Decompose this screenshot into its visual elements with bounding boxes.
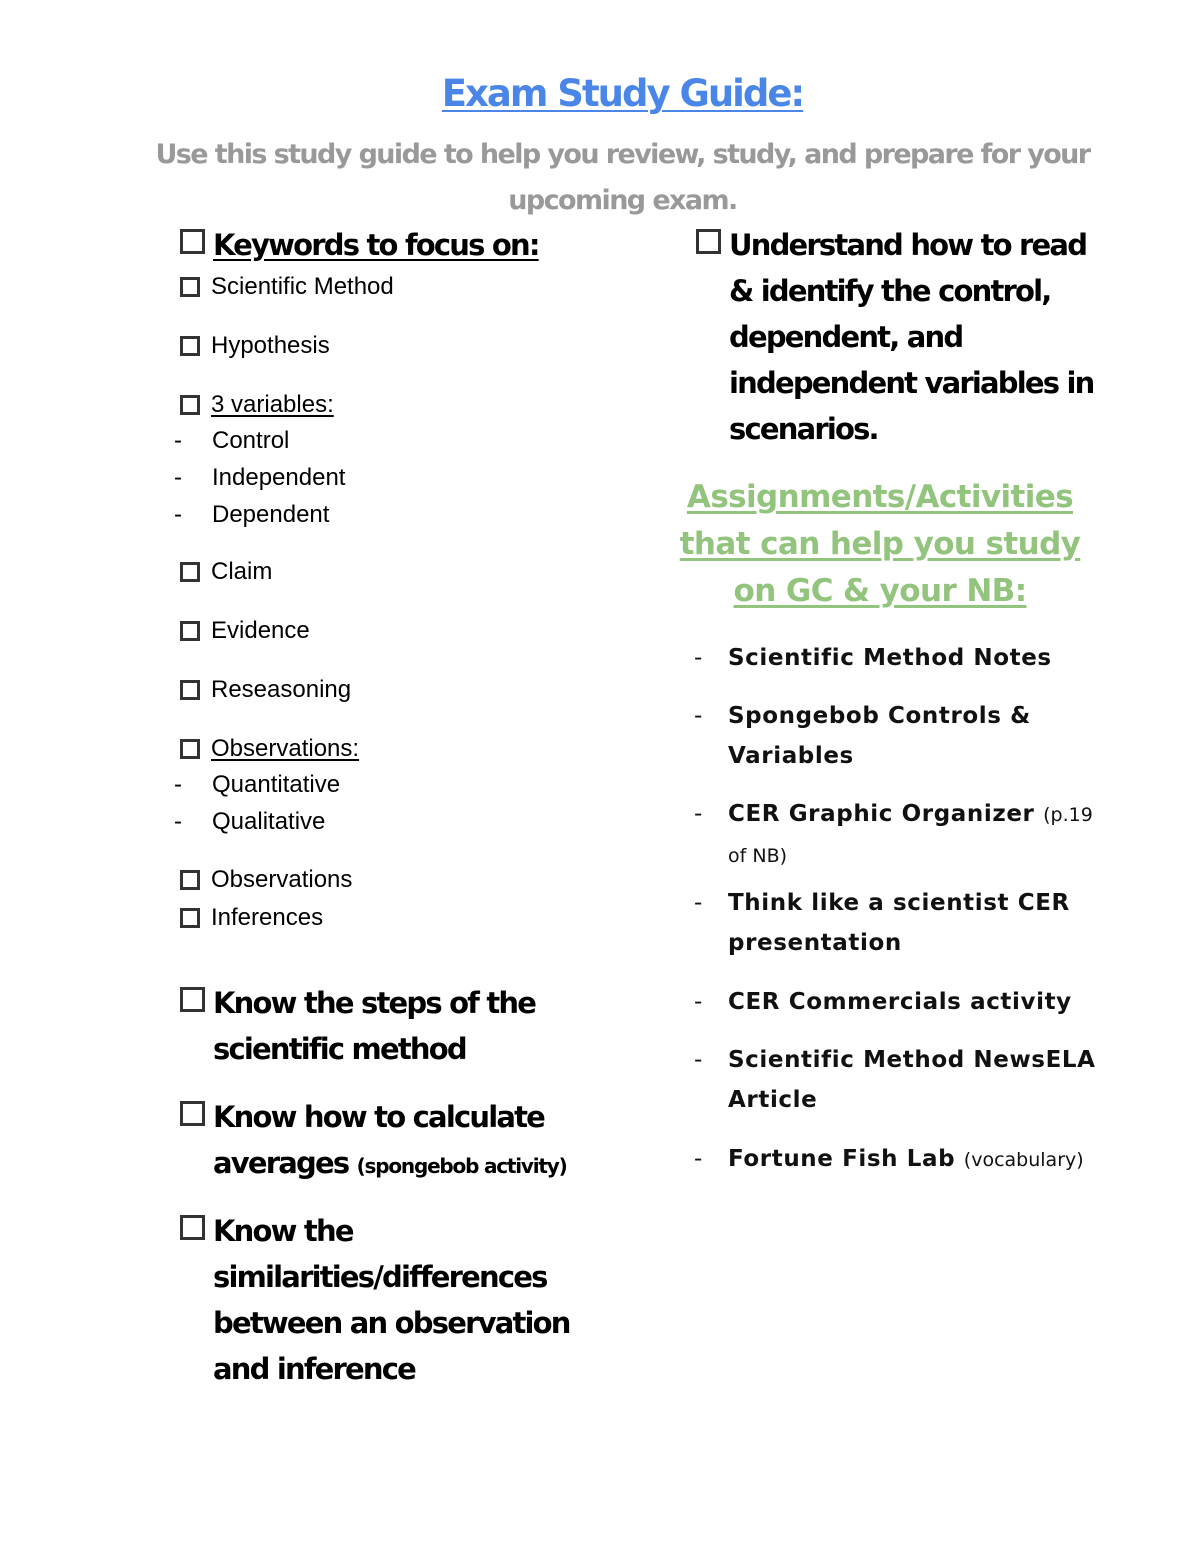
keyword-evidence: Evidence — [180, 616, 310, 646]
activity-item: - CER Graphic Organizer (p.19 of NB) — [694, 801, 1093, 867]
checkbox-icon[interactable] — [180, 621, 200, 641]
checkbox-icon[interactable] — [180, 1215, 205, 1240]
keyword-hypothesis: Hypothesis — [180, 331, 330, 361]
checkbox-icon[interactable] — [180, 562, 200, 582]
keywords-heading: Keywords to focus on: — [213, 228, 539, 262]
checkbox-icon[interactable] — [180, 395, 200, 415]
understand-item: Understand how to read & identify the control, dependent, and independent variables in scenarios. — [696, 222, 1104, 452]
checkbox-icon[interactable] — [180, 870, 200, 890]
activity-item: - Think like a scientist CER presentation — [694, 890, 1070, 956]
checkbox-icon[interactable] — [180, 987, 205, 1012]
know-averages-item: Know how to calculate averages (spongebob activity) — [180, 1094, 600, 1189]
keyword-claim: Claim — [180, 557, 272, 587]
checkbox-icon[interactable] — [180, 680, 200, 700]
keyword-observations: Observations — [180, 865, 352, 895]
keyword-inferences: Inferences — [180, 903, 323, 933]
page-subtitle: Use this study guide to help you review, study, and prepare for your upcoming exam. — [155, 139, 1090, 216]
keyword-three-variables: 3 variables: — [180, 390, 334, 420]
checkbox-icon[interactable] — [180, 1101, 205, 1126]
activity-item: - CER Commercials activity — [694, 989, 1072, 1015]
page-title: Exam Study Guide: — [441, 72, 804, 115]
checkbox-icon[interactable] — [180, 739, 200, 759]
checkbox-icon[interactable] — [180, 336, 200, 356]
checkbox-icon[interactable] — [696, 229, 721, 254]
list-item-qualitative: - Qualitative — [174, 808, 326, 835]
checkbox-icon[interactable] — [180, 277, 200, 297]
activity-item: - Fortune Fish Lab (vocabulary) — [694, 1146, 1084, 1172]
keyword-scientific-method: Scientific Method — [180, 272, 394, 302]
know-steps-item: Know the steps of the scientific method — [180, 980, 550, 1072]
assignments-heading: Assignments/Activities that can help you study on GC & your NB: — [679, 479, 1081, 609]
list-item-independent: - Independent — [174, 464, 346, 491]
activity-item: - Spongebob Controls & Variables — [694, 703, 1031, 769]
checkbox-icon[interactable] — [180, 908, 200, 928]
checkbox-icon[interactable] — [180, 229, 205, 254]
keywords-heading-item — [180, 222, 600, 268]
keyword-observations-heading: Observations: — [180, 734, 359, 764]
keyword-reasoning: Reseasoning — [180, 675, 351, 705]
list-item-quantitative: - Quantitative — [174, 771, 341, 798]
list-item-control: - Control — [174, 427, 290, 454]
activity-item: - Scientific Method Notes — [694, 645, 1052, 671]
activity-item: - Scientific Method NewsELA Article — [694, 1047, 1096, 1113]
list-item-dependent: - Dependent — [174, 501, 330, 528]
know-similarities-item: Know the similarities/differences between an observation and inference — [180, 1208, 570, 1392]
